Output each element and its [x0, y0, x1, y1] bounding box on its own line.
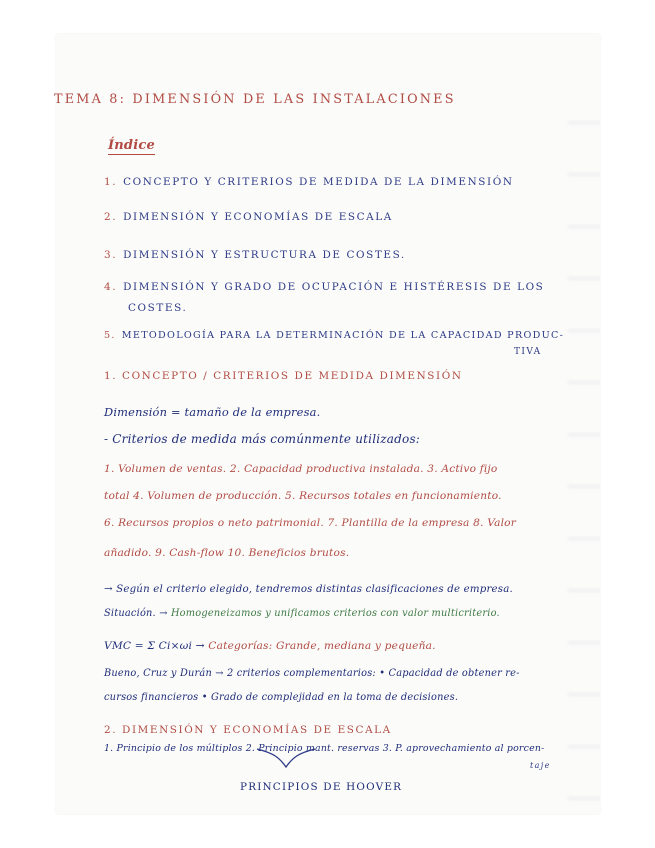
index-item-4-num: 4.: [104, 281, 118, 293]
criteria-line-4: añadido. 9. Cash-flow 10. Beneficios brutos.: [104, 547, 350, 559]
index-item-5-cont: TIVA: [514, 347, 542, 357]
page-title: TEMA 8: DIMENSIÓN DE LAS INSTALACIONES: [54, 92, 456, 107]
classification-line-2: [104, 608, 500, 619]
criteria-line-2: total 4. Volumen de producción. 5. Recursos totales en funcionamiento.: [104, 490, 502, 502]
criteria-line-1: 1. Volumen de ventas. 2. Capacidad productiva instalada. 3. Activo fijo: [104, 463, 498, 475]
section2-heading: 2. DIMENSIÓN Y ECONOMÍAS DE ESCALA: [104, 724, 392, 736]
bueno-line-1: Bueno, Cruz y Durán → 2 criterios complementarios: • Capacidad de obtener re-: [104, 668, 520, 679]
index-item-2-num: 2.: [104, 211, 118, 223]
index-item-3: [104, 249, 406, 261]
criteria-intro: - Criterios de medida más comúnmente utilizados:: [104, 432, 421, 446]
index-item-5-text: METODOLOGÍA PARA LA DETERMINACIÓN DE LA CAPACIDAD PRODUC-: [121, 330, 565, 341]
index-item-5-num: 5.: [104, 330, 116, 341]
section1-heading: 1. CONCEPTO / CRITERIOS DE MEDIDA DIMENSIÓN: [104, 370, 463, 382]
principles-line-cont: taje: [530, 761, 551, 770]
vmc-line: [104, 640, 436, 652]
criteria-line-3: 6. Recursos propios o neto patrimonial. 7. Plantilla de la empresa 8. Valor: [104, 517, 517, 529]
index-item-1: [104, 176, 514, 188]
hoover-brace: [255, 747, 317, 769]
classification-line-1: → Según el criterio elegido, tendremos distintas clasificaciones de empresa.: [104, 584, 513, 595]
index-item-4-text: DIMENSIÓN Y GRADO DE OCUPACIÓN E HISTÉRESIS DE LOS: [123, 281, 545, 293]
situation-text: Situación. →: [104, 608, 168, 619]
definition-line: Dimensión = tamaño de la empresa.: [104, 405, 321, 419]
index-item-2: [104, 211, 393, 223]
bleed-through-marks: [568, 74, 600, 814]
hoover-principles-label: PRINCIPIOS DE HOOVER: [240, 781, 403, 793]
index-item-1-num: 1.: [104, 176, 118, 188]
index-item-2-text: DIMENSIÓN Y ECONOMÍAS DE ESCALA: [123, 211, 393, 223]
homogenize-text: Homogeneizamos y unificamos criterios con valor multicriterio.: [170, 608, 500, 619]
index-item-3-text: DIMENSIÓN Y ESTRUCTURA DE COSTES.: [123, 249, 406, 261]
vmc-categories: Categorías: Grande, mediana y pequeña.: [208, 640, 436, 652]
index-item-3-num: 3.: [104, 249, 118, 261]
index-item-1-text: CONCEPTO Y CRITERIOS DE MEDIDA DE LA DIMENSIÓN: [123, 176, 514, 188]
index-item-4: [104, 281, 544, 293]
index-heading: Índice: [108, 138, 155, 153]
bueno-line-2: cursos financieros • Grado de complejidad en la toma de decisiones.: [104, 692, 459, 703]
index-item-5: [104, 330, 564, 341]
vmc-formula: VMC = Σ Ci×ωi →: [104, 640, 205, 652]
index-item-4-cont: COSTES.: [128, 302, 188, 314]
principles-line: 1. Principio de los múltiplos 2. Principio mant. reservas 3. P. aprovechamiento al porcen-: [104, 743, 545, 754]
